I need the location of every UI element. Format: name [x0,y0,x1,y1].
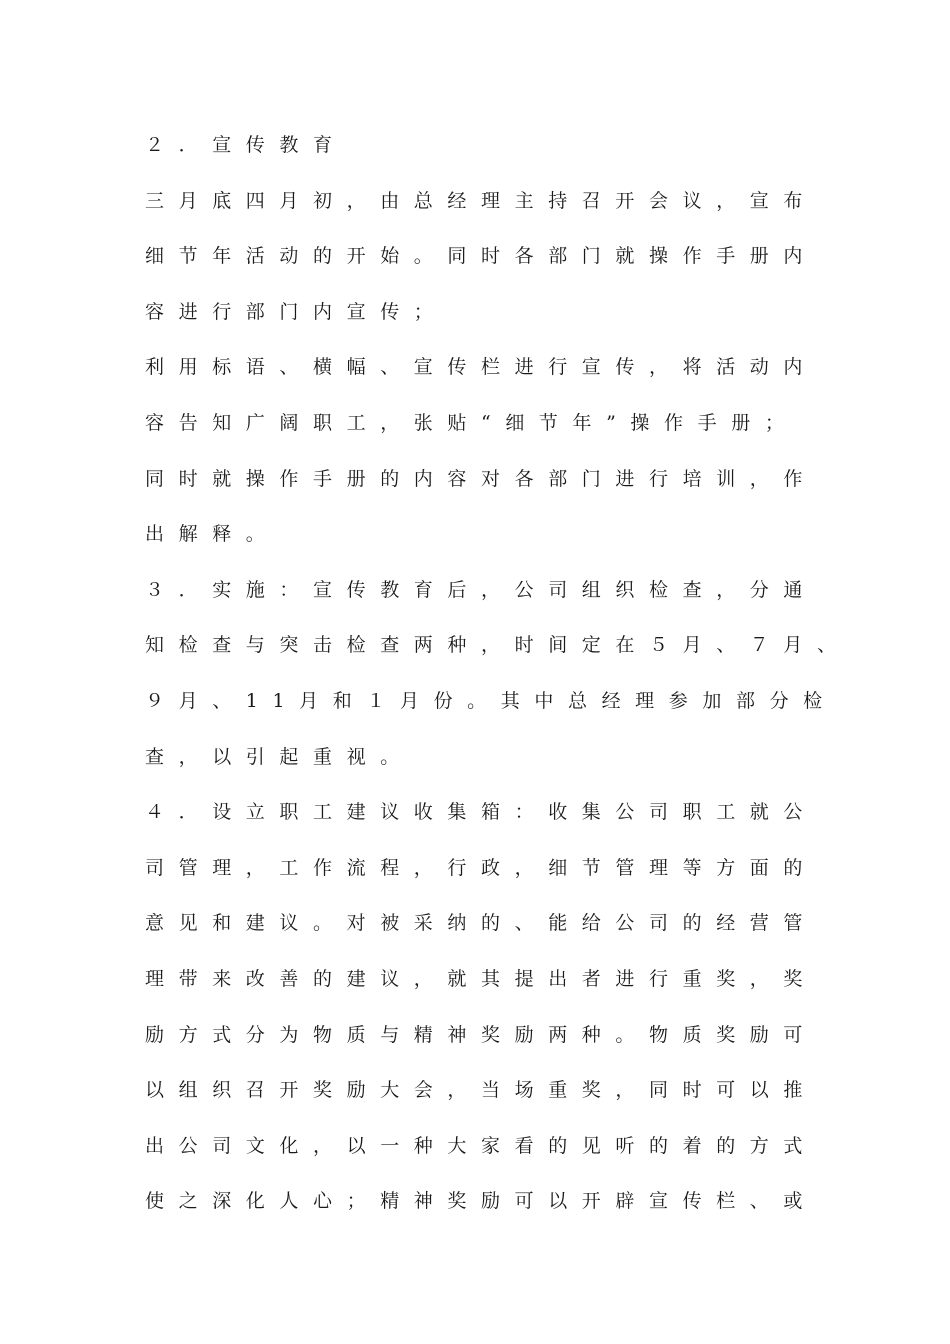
text-line: ４．设立职工建议收集箱：收集公司职工就公 [145,801,818,824]
text-line: ９月、11月和１月份。其中总经理参加部分检 [145,689,837,712]
text-line: ２．宣传教育 [145,134,347,156]
text-line: 出解释。 [145,523,280,546]
text-line: 励方式分为物质与精神奖励两种。物质奖励可 [145,1023,818,1046]
text-line: 利用标语、横幅、宣传栏进行宣传，将活动内 [145,356,818,379]
body-text [145,118,851,1230]
text-line: 查，以引起重视。 [145,745,414,768]
text-line: 使之深化人心；精神奖励可以开辟宣传栏、或 [145,1190,818,1213]
text-line: 三月底四月初，由总经理主持召开会议，宣布 [145,189,818,212]
text-line: 出公司文化，以一种大家看的见听的着的方式 [145,1134,818,1157]
text-line: 以组织召开奖励大会，当场重奖，同时可以推 [145,1079,818,1102]
text-line: 知检查与突击检查两种，时间定在５月、７月、 [145,634,851,657]
text-line: 细节年活动的开始。同时各部门就操作手册内 [145,245,818,268]
text-line: 司管理，工作流程，行政，细节管理等方面的 [145,856,818,879]
text-line: 同时就操作手册的内容对各部门进行培训，作 [145,467,818,490]
text-line: 容进行部门内宣传； [145,300,448,323]
text-line: ３．实施：宣传教育后，公司组织检查，分通 [145,578,818,601]
text-line: 理带来改善的建议，就其提出者进行重奖，奖 [145,967,818,990]
text-line: 容告知广阔职工，张贴“细节年”操作手册； [145,411,799,434]
text-line: 意见和建议。对被采纳的、能给公司的经营管 [145,912,818,935]
